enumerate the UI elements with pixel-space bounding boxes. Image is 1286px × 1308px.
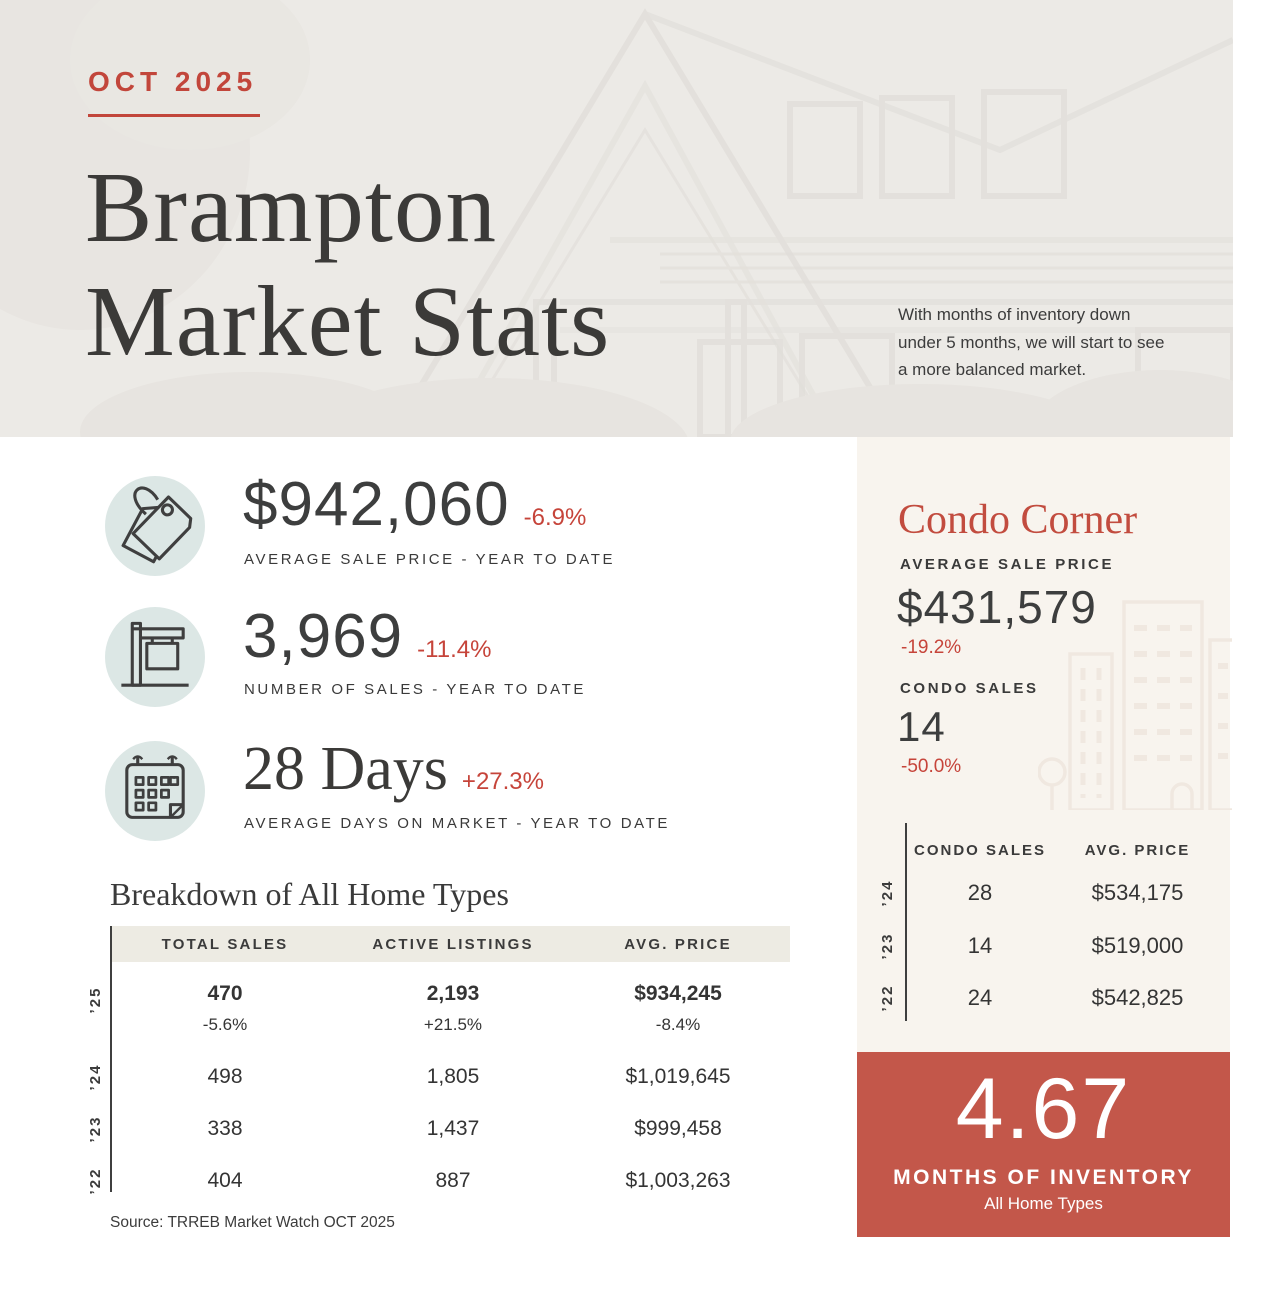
condo-table-header [905, 836, 1230, 864]
date-eyebrow: OCT 2025 [88, 66, 258, 97]
condo-cell-2022-sales: 24 [967, 985, 993, 1010]
avg-sale-price-stat [243, 470, 587, 539]
cell-2023-avg-price: $999,458 [634, 1117, 722, 1140]
cell-2025-total-sales: 470 [207, 982, 243, 1005]
condo-cell-2024-price: $534,175 [1091, 880, 1184, 905]
inventory-label: MONTHS OF INVENTORY [893, 1166, 1194, 1189]
condo-cell-2023-sales: 14 [967, 933, 993, 958]
cell-2025-avg-price: $934,245 [634, 982, 722, 1005]
cell-2022-total-sales: 404 [207, 1169, 243, 1192]
cell-2022-active-listings: 887 [435, 1169, 471, 1192]
number-of-sales-stat [243, 602, 492, 671]
cell-2025-avg-price-change: -8.4% [655, 1015, 701, 1034]
days-on-market-stat [243, 735, 544, 803]
breakdown-heading: Breakdown of All Home Types [110, 876, 509, 912]
condo-corner-title: Condo Corner [898, 497, 1138, 543]
cell-2024-avg-price: $1,019,645 [625, 1065, 731, 1088]
price-tags-icon-circle [105, 476, 205, 576]
condo-table-row-2024 [905, 875, 1230, 911]
condo-avg-price-change: -19.2% [901, 637, 962, 658]
condo-table-row-2023 [905, 928, 1230, 964]
cell-2023-active-listings: 1,437 [426, 1117, 480, 1140]
condo-year-label-24: ’24 [879, 879, 896, 907]
condo-avg-price-value: $431,579 [897, 581, 1097, 633]
number-of-sales-value: 3,969 [243, 602, 404, 671]
inventory-sublabel: All Home Types [984, 1194, 1103, 1213]
column-header-active-listings: ACTIVE LISTINGS [372, 935, 534, 953]
avg-sale-price-value: $942,060 [243, 470, 510, 539]
condo-cell-2022-price: $542,825 [1091, 985, 1184, 1010]
source-note: Source: TRREB Market Watch OCT 2025 [110, 1214, 395, 1231]
market-commentary: With months of inventory down under 5 months, we will start to see a more balanced market. [898, 305, 1165, 380]
price-tags-icon [105, 476, 205, 576]
days-on-market-label: AVERAGE DAYS ON MARKET - YEAR TO DATE [244, 815, 671, 832]
page-title [85, 150, 610, 378]
condo-column-header-sales: CONDO SALES [913, 841, 1046, 859]
cell-2024-total-sales: 498 [207, 1065, 243, 1088]
sale-sign-icon [105, 607, 205, 707]
cell-2025-active-listings: 2,193 [426, 982, 480, 1005]
year-label-22: ’22 [87, 1167, 104, 1195]
condo-cell-2024-sales: 28 [967, 880, 993, 905]
page-title-line2: Market Stats [85, 265, 611, 378]
condo-year-label-22: ’22 [879, 984, 896, 1012]
year-label-24: ’24 [87, 1063, 104, 1091]
avg-sale-price-label: AVERAGE SALE PRICE - YEAR TO DATE [244, 551, 616, 568]
condo-table-row-2022 [905, 980, 1230, 1016]
days-on-market-value: 28 Days [243, 735, 448, 803]
months-of-inventory-card [857, 1052, 1230, 1237]
column-header-total-sales: TOTAL SALES [161, 935, 289, 953]
eyebrow-underline [88, 114, 260, 117]
number-of-sales-change: -11.4% [417, 636, 492, 663]
condo-avg-price-label: AVERAGE SALE PRICE [900, 556, 1115, 573]
cell-2025-active-listings-change: +21.5% [423, 1015, 483, 1034]
calendar-icon [105, 741, 205, 841]
table-row-2024 [110, 1059, 790, 1095]
condo-cell-2023-price: $519,000 [1091, 933, 1184, 958]
condo-sales-value: 14 [897, 703, 946, 750]
breakdown-table-header [110, 926, 790, 962]
year-label-25: ’25 [87, 986, 104, 1014]
calendar-icon-circle [105, 741, 205, 841]
table-row-2025-changes [110, 1012, 790, 1038]
condo-sales-change: -50.0% [901, 756, 962, 777]
condo-year-label-23: ’23 [879, 932, 896, 960]
condo-sales-label: CONDO SALES [900, 680, 1039, 697]
page-title-line1: Brampton [85, 151, 497, 263]
year-label-23: ’23 [87, 1115, 104, 1143]
cell-2023-total-sales: 338 [207, 1117, 243, 1140]
table-row-2025-values [110, 976, 790, 1012]
cell-2024-active-listings: 1,805 [426, 1065, 480, 1088]
column-header-avg-price: AVG. PRICE [624, 935, 732, 953]
number-of-sales-label: NUMBER OF SALES - YEAR TO DATE [244, 681, 586, 698]
cell-2025-total-sales-change: -5.6% [202, 1015, 248, 1034]
hero-header [0, 0, 1233, 437]
cell-2022-avg-price: $1,003,263 [625, 1169, 731, 1192]
table-row-2023 [110, 1111, 790, 1147]
avg-sale-price-change: -6.9% [523, 504, 587, 531]
inventory-value: 4.67 [955, 1061, 1132, 1157]
table-row-2022 [110, 1163, 790, 1199]
sale-sign-icon-circle [105, 607, 205, 707]
days-on-market-change: +27.3% [461, 768, 544, 795]
condo-column-header-avg-price: AVG. PRICE [1084, 841, 1191, 859]
